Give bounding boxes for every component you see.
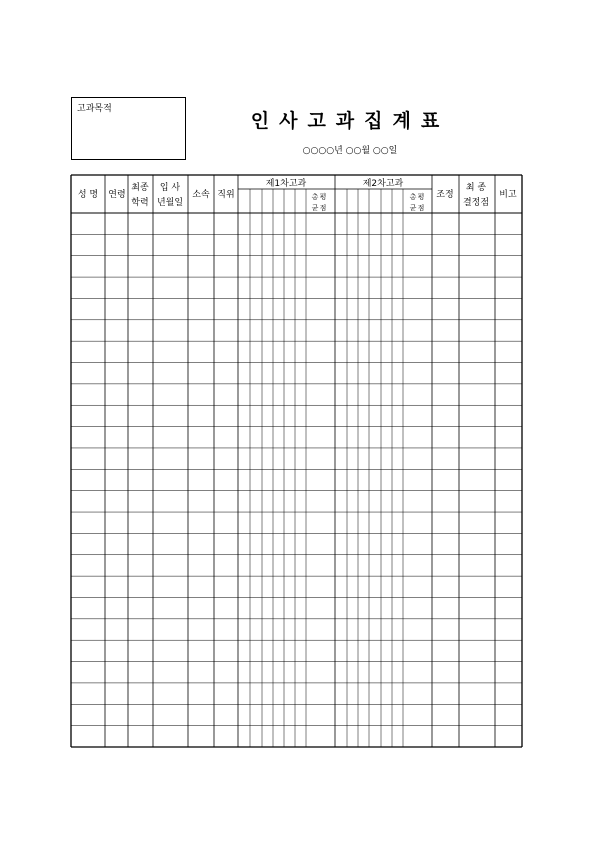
header-round1-total-1: 총	[311, 193, 319, 201]
header-round2-total-2: 평	[417, 193, 425, 201]
header-education-1: 최종	[131, 183, 149, 193]
header-round2-total-4: 점	[417, 204, 425, 212]
header-department: 소속	[192, 190, 210, 200]
document-title: 인사고과집계표	[250, 110, 450, 132]
header-hire-date-1: 입 사	[159, 183, 181, 193]
table-grid-lines	[71, 175, 522, 747]
evaluation-purpose-label: 고과목적	[77, 104, 112, 114]
header-round2: 제2차고과	[362, 179, 404, 189]
document-date: ○○○○년 ○○월 ○○일	[302, 146, 398, 156]
header-age: 연령	[108, 190, 126, 200]
header-round1: 제1차고과	[265, 179, 307, 189]
header-round2-total-1: 총	[409, 193, 417, 201]
header-hire-date-2: 년월일	[156, 198, 184, 208]
header-position: 직위	[217, 190, 235, 200]
header-remarks: 비고	[499, 190, 517, 200]
header-final-score-1: 최 종	[465, 183, 487, 193]
header-name: 성 명	[77, 190, 99, 200]
header-round1-total-3: 균	[311, 204, 319, 212]
header-final-score-2: 결정점	[462, 198, 490, 208]
header-education-2: 학력	[131, 198, 149, 208]
header-round1-total-4: 점	[319, 204, 327, 212]
header-round2-total-3: 균	[409, 204, 417, 212]
header-adjustment: 조정	[436, 190, 454, 200]
header-round1-total-2: 평	[319, 193, 327, 201]
